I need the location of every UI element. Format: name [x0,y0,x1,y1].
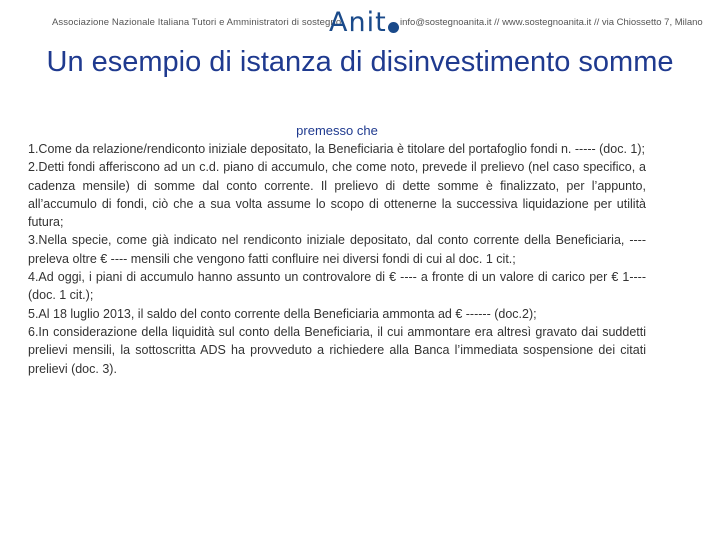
paragraph-6: 6.In considerazione della liquidità sul conto della Beneficiaria, il cui ammontare era altresì gravato dai suddetti prelievi mensili, la sottoscritta ADS ha provveduto a richiedere alla Banca l’immediata sospensione dei citati prelievi (doc. 3). [28,324,646,376]
anita-logo [329,7,399,39]
body-text [28,140,646,378]
page-header [0,0,720,44]
contact-info: info@sostegnoanita.it // www.sostegnoanita.it // via Chiossetto 7, Milano [400,17,703,28]
logo-dot-icon [388,22,399,33]
slide-title: Un esempio di istanza di disinvestimento somme [46,46,674,78]
intro-line: premesso che [296,123,378,138]
logo-text: Anit [329,7,387,38]
paragraph-2: 2.Detti fondi afferiscono ad un c.d. piano di accumulo, che come noto, prevede il prelievo (nel caso specifico, a cadenza mensile) di somme dal conto corrente. Il prelievo di dette somme è finalizzato, per l’appunto, all’accumulo di fondi, ciò che a sua volta assume lo scopo di ottenerne la successiva liquidazione per utilità futura; [28,160,646,230]
association-name: Associazione Nazionale Italiana Tutori e Amministratori di sostegno [52,17,342,28]
paragraph-1: 1.Come da relazione/rendiconto iniziale depositato, la Beneficiaria è titolare del portafoglio fondi n. ----- (doc. 1); [28,142,645,156]
paragraph-3: 3.Nella specie, come già indicato nel rendiconto iniziale depositato, dal conto corrente della Beneficiaria, ---- preleva oltre € ---- mensili che vengono fatti confluire nei diversi fondi di cui al doc. 1 cit.; [28,233,646,266]
paragraph-5: 5.Al 18 luglio 2013, il saldo del conto corrente della Beneficiaria ammonta ad € ------ (doc.2); [28,306,537,321]
paragraph-4: 4.Ad oggi, i piani di accumulo hanno assunto un controvalore di € ---- a fronte di un valore di carico per € 1---- (doc. 1 cit.); [28,270,646,303]
